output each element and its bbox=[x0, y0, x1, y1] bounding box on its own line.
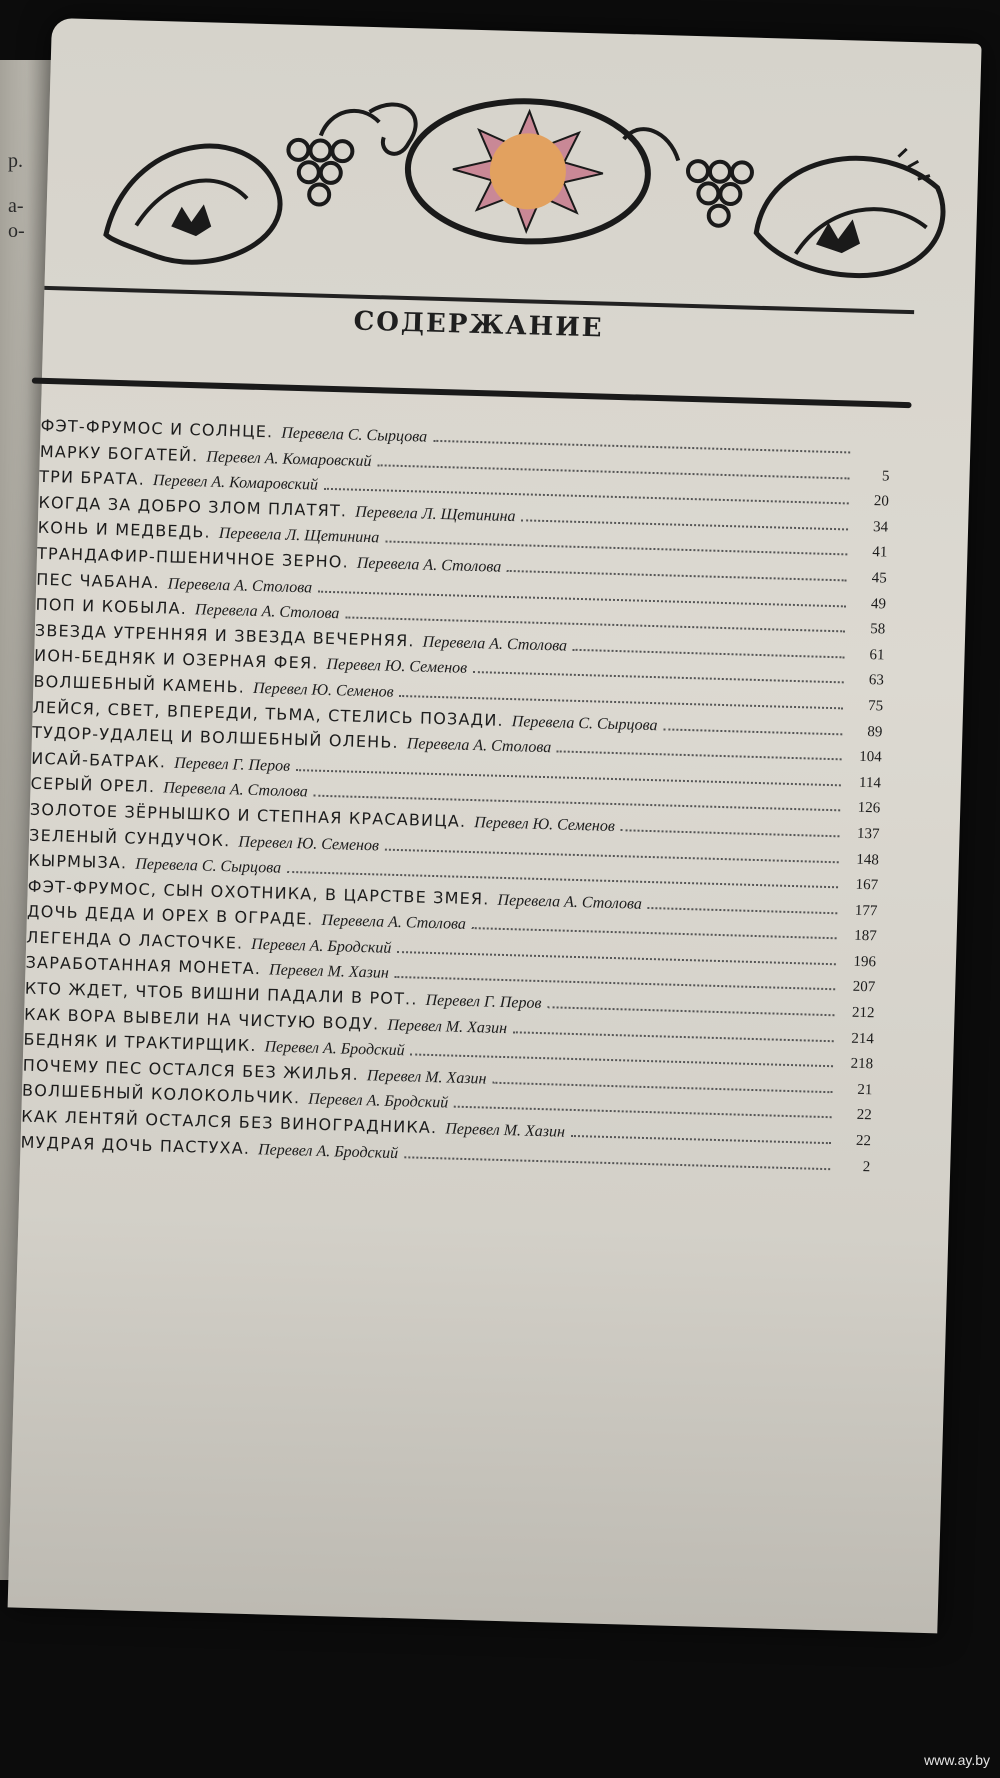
entry-title: ЛЕГЕНДА О ЛАСТОЧКЕ. bbox=[26, 927, 244, 953]
dot-leader bbox=[404, 1156, 830, 1170]
entry-title: ФЭТ-ФРУМОС, СЫН ОХОТНИКА, В ЦАРСТВЕ ЗМЕЯ. bbox=[27, 876, 490, 909]
dot-leader bbox=[521, 519, 848, 530]
leaf-ornament-left bbox=[105, 143, 281, 264]
dot-leader bbox=[663, 728, 842, 735]
entry-page-number: 22 bbox=[856, 1107, 872, 1124]
entry-translator: Перевел Ю. Семенов bbox=[252, 679, 394, 701]
entry-translator: Перевел Ю. Семенов bbox=[326, 656, 468, 678]
entry-translator: Перевела А. Столова bbox=[194, 601, 340, 623]
entry-translator: Перевел А. Бродский bbox=[264, 1038, 405, 1060]
entry-translator: Перевел А. Комаровский bbox=[152, 472, 319, 494]
dot-leader bbox=[648, 907, 838, 914]
entry-page-number: 5 bbox=[881, 467, 890, 485]
entry-title: ВОЛШЕБНЫЙ КОЛОКОЛЬЧИК. bbox=[21, 1081, 301, 1108]
entry-translator: Перевел А. Бродский bbox=[307, 1091, 449, 1112]
entry-page-number: 49 bbox=[870, 595, 887, 613]
entry-translator: Перевел Г. Перов bbox=[425, 991, 542, 1013]
dot-leader bbox=[513, 1031, 834, 1042]
ornament-header bbox=[95, 74, 960, 298]
entry-translator: Перевел М. Хазин bbox=[387, 1016, 508, 1037]
entry-page-number: 22 bbox=[855, 1132, 872, 1150]
dot-leader bbox=[397, 951, 836, 965]
dot-leader bbox=[473, 671, 844, 683]
entry-title: ИСАЙ-БАТРАК. bbox=[31, 748, 167, 772]
entry-title: ПОЧЕМУ ПЕС ОСТАЛСЯ БЕЗ ЖИЛЬЯ. bbox=[22, 1055, 360, 1084]
entry-title: КАК ВОРА ВЫВЕЛИ НА ЧИСТУЮ ВОДУ. bbox=[23, 1004, 380, 1034]
entry-translator: Перевел М. Хазин bbox=[445, 1120, 566, 1141]
entry-title: ПОП И КОБЫЛА. bbox=[35, 594, 188, 619]
entry-title: КОГДА ЗА ДОБРО ЗЛОМ ПЛАТЯТ. bbox=[38, 492, 348, 521]
entry-translator: Перевела Л. Щетинина bbox=[354, 503, 516, 525]
entry-page-number: 20 bbox=[873, 493, 890, 510]
entry-page-number: 61 bbox=[869, 646, 885, 664]
entry-title: ТРАНДАФИР-ПШЕНИЧНОЕ ЗЕРНО. bbox=[36, 543, 350, 572]
dot-leader bbox=[492, 1082, 832, 1093]
prev-page-fragment: о- bbox=[8, 220, 25, 242]
dot-leader bbox=[399, 695, 843, 709]
entry-translator: Перевела А. Столова bbox=[167, 575, 313, 597]
entry-title: ЛЕЙСЯ, СВЕТ, ВПЕРЕДИ, ТЬМА, СТЕЛИСЬ ПОЗАДИ. bbox=[32, 697, 505, 730]
entry-page-number: 114 bbox=[858, 774, 882, 792]
dot-leader bbox=[345, 617, 845, 633]
entry-page-number: 148 bbox=[856, 851, 880, 868]
entry-title: МУДРАЯ ДОЧЬ ПАСТУХА. bbox=[20, 1132, 251, 1158]
entry-page-number: 212 bbox=[851, 1004, 875, 1022]
dot-leader bbox=[547, 1006, 834, 1016]
dot-leader bbox=[573, 649, 845, 659]
entry-title: ВОЛШЕБНЫЙ КАМЕНЬ. bbox=[33, 671, 246, 697]
leaf-ornament-right bbox=[755, 156, 944, 278]
entry-translator: Перевел А. Бродский bbox=[257, 1140, 399, 1162]
entry-translator: Перевел Г. Перов bbox=[173, 754, 291, 775]
entry-page-number: 75 bbox=[867, 697, 884, 715]
entry-title: КОНЬ И МЕДВЕДЬ. bbox=[37, 518, 212, 543]
entry-translator: Перевела А. Столова bbox=[422, 633, 568, 655]
entry-page-number: 34 bbox=[872, 518, 889, 536]
dot-leader bbox=[433, 440, 850, 454]
entry-translator: Перевел М. Хазин bbox=[268, 961, 389, 983]
entry-translator: Перевела Л. Щетинина bbox=[218, 525, 380, 547]
entry-page-number: 218 bbox=[850, 1055, 874, 1073]
entry-title: ТУДОР-УДАЛЕЦ И ВОЛШЕБНЫЙ ОЛЕНЬ. bbox=[31, 722, 400, 753]
entry-title: ЗЕЛЕНЫЙ СУНДУЧОК. bbox=[28, 825, 231, 850]
dot-leader bbox=[472, 927, 837, 939]
watermark: www.ay.by bbox=[924, 1752, 990, 1768]
entry-title: ДОЧЬ ДЕДА И ОРЕХ В ОГРАДЕ. bbox=[26, 901, 314, 929]
dot-leader bbox=[385, 541, 847, 556]
dot-leader bbox=[377, 464, 849, 479]
dot-leader bbox=[621, 829, 840, 837]
entry-translator: Перевела А. Столова bbox=[406, 735, 552, 757]
entry-page-number: 196 bbox=[853, 953, 877, 971]
entry-page-number: 21 bbox=[857, 1081, 873, 1099]
entry-title: КАК ЛЕНТЯЙ ОСТАЛСЯ БЕЗ ВИНОГРАДНИКА. bbox=[21, 1106, 438, 1138]
entry-title: ИОН-БЕДНЯК И ОЗЕРНАЯ ФЕЯ. bbox=[33, 646, 319, 674]
dot-leader bbox=[385, 848, 839, 863]
entry-translator: Перевел Ю. Семенов bbox=[474, 814, 616, 835]
entry-page-number: 89 bbox=[867, 723, 883, 740]
entry-title: ПЕС ЧАБАНА. bbox=[36, 569, 161, 592]
entry-translator: Перевела А. Столова bbox=[321, 912, 467, 934]
dot-leader bbox=[454, 1106, 832, 1119]
entry-page-number: 104 bbox=[858, 748, 882, 766]
entry-title: КЫРМЫЗА. bbox=[28, 850, 128, 873]
entry-title: ЗАРАБОТАННАЯ МОНЕТА. bbox=[25, 953, 262, 979]
entry-page-number: 187 bbox=[853, 928, 877, 945]
entry-title: ЗОЛОТОЕ ЗЁРНЫШКО И СТЕПНАЯ КРАСАВИЦА. bbox=[29, 799, 467, 831]
table-of-contents bbox=[20, 416, 890, 1182]
entry-page-number: 41 bbox=[872, 544, 888, 561]
entry-title: ФЭТ-ФРУМОС И СОЛНЦЕ. bbox=[40, 415, 274, 442]
entry-page-number: 177 bbox=[854, 902, 878, 920]
dot-leader bbox=[410, 1054, 833, 1068]
entry-title: ТРИ БРАТА. bbox=[38, 467, 146, 489]
entry-translator: Перевел М. Хазин bbox=[366, 1067, 487, 1088]
grapes-icon-right bbox=[621, 129, 753, 227]
entry-page-number: 126 bbox=[857, 800, 881, 817]
entry-translator: Перевела А. Столова bbox=[497, 891, 643, 913]
prev-page-fragment: а- bbox=[8, 195, 24, 217]
grapes-icon-left bbox=[287, 109, 380, 206]
entry-page-number: 137 bbox=[856, 825, 880, 843]
entry-translator: Перевела С. Сырцова bbox=[281, 424, 428, 446]
entry-title: ЗВЕЗДА УТРЕННЯЯ И ЗВЕЗДА ВЕЧЕРНЯЯ. bbox=[34, 620, 415, 651]
entry-page-number: 63 bbox=[868, 672, 885, 689]
entry-translator: Перевела С. Сырцова bbox=[511, 712, 658, 734]
entry-page-number: 167 bbox=[855, 876, 879, 894]
entry-title: СЕРЫЙ ОРЕЛ. bbox=[30, 774, 156, 797]
sun-icon bbox=[451, 109, 604, 233]
dot-leader bbox=[557, 751, 842, 761]
entry-page-number: 207 bbox=[852, 979, 876, 996]
entry-page-number bbox=[856, 454, 890, 455]
page-title: СОДЕРЖАНИЕ bbox=[353, 306, 604, 344]
entry-page-number: 2 bbox=[862, 1158, 871, 1175]
entry-page-number: 214 bbox=[851, 1030, 875, 1047]
entry-translator: Перевел А. Бродский bbox=[251, 935, 392, 957]
entry-translator: Перевела С. Сырцова bbox=[135, 855, 282, 877]
book-page bbox=[8, 18, 982, 1633]
prev-page-fragment: р. bbox=[8, 150, 23, 172]
entry-translator: Перевел Ю. Семенов bbox=[238, 833, 380, 854]
entry-title: БЕДНЯК И ТРАКТИРЩИК. bbox=[23, 1029, 257, 1056]
dot-leader bbox=[571, 1135, 831, 1144]
entry-page-number: 58 bbox=[870, 621, 886, 638]
bottom-rule bbox=[32, 378, 912, 409]
entry-translator: Перевел А. Комаровский bbox=[206, 448, 372, 470]
dot-leader bbox=[507, 570, 847, 581]
entry-translator: Перевела А. Столова bbox=[163, 779, 308, 801]
entry-translator: Перевела А. Столова bbox=[356, 554, 502, 576]
entry-title: МАРКУ БОГАТЕЙ. bbox=[39, 441, 199, 465]
dot-leader bbox=[395, 976, 836, 990]
entry-title: КТО ЖДЕТ, ЧТОБ ВИШНИ ПАДАЛИ В РОТ.. bbox=[24, 978, 418, 1009]
entry-page-number: 45 bbox=[871, 570, 887, 587]
